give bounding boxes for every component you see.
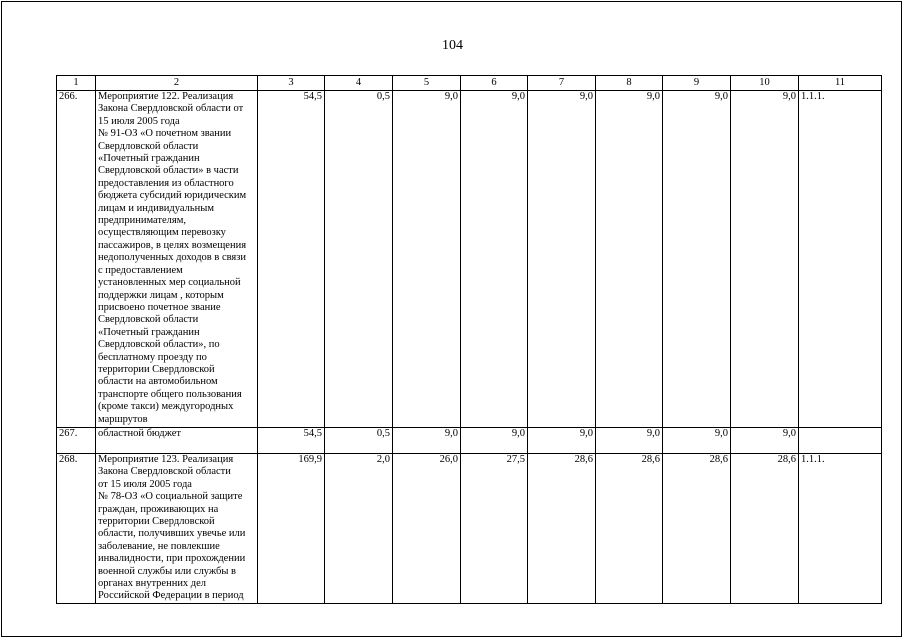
value-cell: 9,0: [528, 428, 596, 454]
row-number: 267.: [57, 428, 96, 454]
column-number: 5: [393, 76, 461, 91]
column-number: 6: [461, 76, 528, 91]
column-number: 9: [663, 76, 731, 91]
value-cell: 9,0: [731, 91, 799, 428]
value-cell: 0,5: [325, 91, 393, 428]
column-number: 10: [731, 76, 799, 91]
value-cell: 28,6: [596, 454, 663, 604]
value-cell: 9,0: [731, 428, 799, 454]
reference-cell: 1.1.1.: [799, 454, 882, 604]
column-number-row: [57, 76, 882, 91]
value-cell: 28,6: [731, 454, 799, 604]
column-number: 2: [96, 76, 258, 91]
value-cell: 9,0: [393, 428, 461, 454]
value-cell: 27,5: [461, 454, 528, 604]
row-description: Мероприятие 123. Реализация Закона Свердловской области от 15 июля 2005 года № 78-ОЗ «О социальной защите граждан, проживающих на территории Свердловской области, получивших увечье или заболевание, не повлекшие инвалидности, при прохождении военной службы или службы в органах внутренних дел Российской Федерации в период: [96, 454, 258, 604]
value-cell: 9,0: [663, 91, 731, 428]
value-cell: 9,0: [528, 91, 596, 428]
program-table: [56, 75, 882, 604]
column-number: 8: [596, 76, 663, 91]
reference-cell: [799, 428, 882, 454]
value-cell: 9,0: [393, 91, 461, 428]
value-cell: 9,0: [461, 91, 528, 428]
value-cell: 26,0: [393, 454, 461, 604]
value-cell: 2,0: [325, 454, 393, 604]
column-number: 11: [799, 76, 882, 91]
value-cell: 28,6: [528, 454, 596, 604]
column-number: 4: [325, 76, 393, 91]
page-number: 104: [442, 38, 463, 53]
row-number: 266.: [57, 91, 96, 428]
table-row: [57, 428, 882, 454]
value-cell: 9,0: [663, 428, 731, 454]
row-description: областной бюджет: [96, 428, 258, 454]
row-description: Мероприятие 122. Реализация Закона Свердловской области от 15 июля 2005 года № 91-ОЗ «О почетном звании Свердловской области «Почетный гражданин Свердловской области» в части предоставления из областного бюджета субсидий юридическим лицам и индивидуальным предпринимателям, осуществляющим перевозку пассажиров, в целях возмещения недополученных доходов в связи с предоставлением установленных мер социальной поддержки лицам , которым присвоено почетное звание Свердловской области «Почетный гражданин Свердловской области», по бесплатному проезду по территории Свердловской области на автомобильном транспорте общего пользования (кроме такси) междугородных маршрутов: [96, 91, 258, 428]
reference-cell: 1.1.1.: [799, 91, 882, 428]
column-number: 1: [57, 76, 96, 91]
row-number: 268.: [57, 454, 96, 604]
value-cell: 9,0: [461, 428, 528, 454]
value-cell: 28,6: [663, 454, 731, 604]
value-cell: 0,5: [325, 428, 393, 454]
value-cell: 169,9: [258, 454, 325, 604]
value-cell: 9,0: [596, 428, 663, 454]
value-cell: 54,5: [258, 428, 325, 454]
table-row: [57, 454, 882, 604]
column-number: 3: [258, 76, 325, 91]
column-number: 7: [528, 76, 596, 91]
table-row: [57, 91, 882, 428]
value-cell: 54,5: [258, 91, 325, 428]
value-cell: 9,0: [596, 91, 663, 428]
